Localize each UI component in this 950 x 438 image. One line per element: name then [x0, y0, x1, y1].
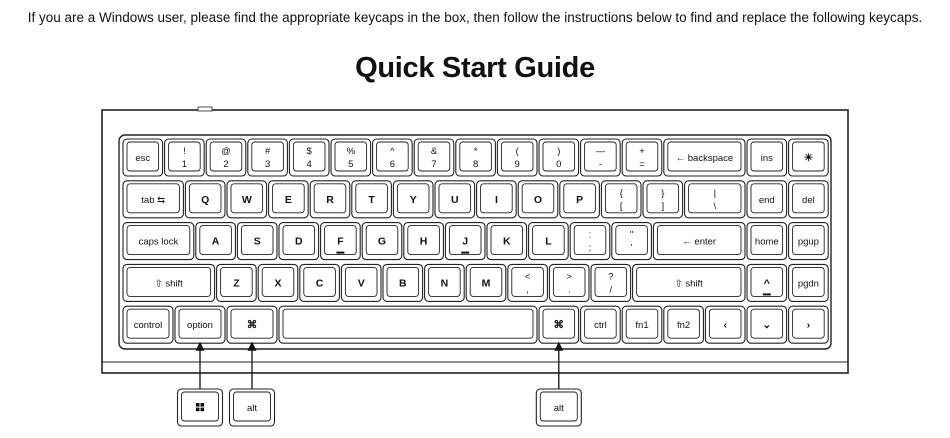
key-legend: M	[481, 277, 491, 290]
key-legend: ^	[763, 277, 770, 290]
key-p	[560, 181, 600, 218]
key-legend-top: %	[346, 146, 356, 157]
key-legend: ins	[760, 153, 773, 164]
key-legend-top: <	[524, 271, 531, 283]
key-legend-top: —	[595, 146, 606, 157]
key-colon	[570, 223, 610, 260]
key-legend: T	[368, 193, 375, 206]
key-lparen-9	[497, 139, 537, 176]
key-del	[789, 181, 829, 218]
key-legend: ⌘	[246, 319, 258, 332]
key-legend: X	[274, 277, 282, 290]
key-enter	[653, 223, 745, 260]
key-k	[487, 223, 527, 260]
key-legend-bottom: .	[567, 284, 571, 296]
key-u	[435, 181, 475, 218]
key-legend-top: |	[713, 187, 717, 199]
key-command	[539, 306, 579, 343]
key-legend-bottom: 2	[223, 159, 229, 170]
key-dollar-4	[289, 139, 329, 176]
key-legend: ← backspace	[675, 153, 734, 164]
key-pipe	[685, 181, 745, 218]
key-legend: U	[451, 193, 459, 206]
key-legend-bottom: /	[609, 284, 613, 296]
key-l	[529, 223, 569, 260]
key-legend: option	[187, 320, 213, 332]
key-legend-top: "	[629, 229, 634, 241]
key-o	[518, 181, 558, 218]
key-legend: ⇧ shift	[674, 278, 703, 290]
key-ctrl	[581, 306, 621, 343]
key-legend: control	[133, 320, 163, 332]
key-legend-bottom: ]	[661, 200, 665, 212]
key-legend: ›	[806, 319, 811, 332]
key-space	[279, 306, 537, 343]
key-rbrace	[643, 181, 683, 218]
key-command	[227, 306, 277, 343]
key-legend-top: {	[619, 187, 623, 199]
key-legend: fn1	[635, 320, 649, 332]
key-legend: S	[253, 235, 261, 248]
key-legend: A	[211, 235, 220, 248]
key-pgup	[789, 223, 829, 260]
key-m	[466, 264, 506, 301]
key-y	[393, 181, 433, 218]
key-light	[789, 139, 829, 176]
key-legend: Y	[409, 193, 417, 206]
key-legend: L	[545, 235, 552, 248]
key-legend: esc	[135, 153, 151, 164]
key-question	[591, 264, 631, 301]
intro-text: If you are a Windows user, please find the appropriate keycaps in the box, then follow the instructions below to find and replace the following keycaps.	[27, 10, 923, 25]
key-legend: F	[337, 235, 344, 248]
key-legend-bottom: 4	[306, 159, 312, 170]
key-z	[217, 264, 257, 301]
key-legend: pgup	[797, 236, 819, 248]
key-legend: O	[533, 193, 543, 206]
key-ins	[747, 139, 787, 176]
key-legend: end	[758, 194, 775, 206]
key-legend: Z	[233, 277, 240, 290]
key-option	[175, 306, 225, 343]
key-i	[477, 181, 517, 218]
key-legend-top: >	[566, 271, 572, 283]
key-minus	[581, 139, 621, 176]
key-caret-6	[373, 139, 413, 176]
key-tab	[123, 181, 183, 218]
key-legend-bottom: 3	[264, 159, 271, 170]
key-legend-bottom: =	[639, 159, 645, 170]
key-legend-bottom: 5	[348, 159, 354, 170]
key-legend-bottom: 8	[472, 159, 479, 170]
key-legend: I	[494, 193, 498, 206]
key-legend: N	[440, 277, 449, 290]
key-legend: ⇧ shift	[154, 278, 183, 290]
key-legend-bottom: \	[713, 200, 717, 212]
key-q	[185, 181, 225, 218]
key-rparen-0	[539, 139, 579, 176]
key-legend: J	[462, 235, 469, 248]
key-hash-3	[248, 139, 288, 176]
key-legend: H	[419, 235, 428, 248]
key-legend-top: :	[588, 229, 592, 241]
key-control	[123, 306, 173, 343]
key-legend: P	[576, 193, 584, 206]
key-legend: K	[503, 235, 511, 248]
key-legend-bottom: -	[598, 159, 602, 170]
key-legend: C	[315, 277, 324, 290]
keyboard-case-notch	[198, 107, 212, 111]
key-legend: B	[399, 277, 407, 290]
key-home	[747, 223, 787, 260]
key-a	[196, 223, 236, 260]
key-legend: ctrl	[594, 320, 607, 332]
key-legend: D	[295, 235, 303, 248]
key-legend: del	[802, 194, 815, 206]
key-left	[705, 306, 745, 343]
keycap-top	[182, 392, 219, 421]
key-at-2	[206, 139, 246, 176]
key-d	[279, 223, 319, 260]
key-g	[362, 223, 402, 260]
key-down	[747, 306, 787, 343]
key-legend-top: *	[473, 146, 478, 157]
key-legend-top: }	[661, 187, 665, 199]
key-end	[747, 181, 787, 218]
key-percent-5	[331, 139, 371, 176]
key-legend: fn2	[676, 320, 691, 332]
key-legend-top: +	[639, 146, 645, 157]
key-legend: G	[377, 235, 387, 248]
key-r	[310, 181, 350, 218]
key-plus	[622, 139, 662, 176]
keycap-top	[283, 309, 533, 338]
key-legend-top: !	[183, 146, 186, 157]
key-b	[383, 264, 423, 301]
key-gt	[549, 264, 589, 301]
key-legend: pgdn	[797, 278, 819, 290]
key-legend: E	[284, 193, 292, 206]
key-exclaim-1	[165, 139, 205, 176]
key-shift	[633, 264, 745, 301]
key-legend-top: &	[430, 146, 438, 157]
key-h	[404, 223, 444, 260]
key-fn1	[622, 306, 662, 343]
key-legend-bottom: 7	[431, 159, 437, 170]
key-legend: home	[754, 236, 779, 248]
key-legend: Q	[201, 193, 210, 206]
key-n	[425, 264, 465, 301]
key-quote	[612, 223, 652, 260]
key-backspace	[664, 139, 745, 176]
key-e	[269, 181, 309, 218]
key-legend: caps lock	[138, 236, 179, 248]
key-legend: V	[357, 277, 365, 290]
key-s	[237, 223, 277, 260]
key-caps-lock	[123, 223, 194, 260]
key-legend: ⌘	[553, 319, 565, 332]
key-legend-top: (	[515, 146, 519, 157]
key-fn2	[664, 306, 704, 343]
key-legend-top: #	[264, 146, 271, 157]
key-j	[445, 223, 485, 260]
key-legend-bottom: 1	[181, 159, 188, 170]
key-w	[227, 181, 267, 218]
key-legend-bottom: '	[630, 242, 633, 254]
light-icon: ☀	[803, 152, 814, 164]
key-legend-top: )	[557, 146, 561, 157]
key-legend: tab ⇆	[141, 194, 166, 206]
key-legend-bottom: 9	[514, 159, 520, 170]
key-v	[341, 264, 381, 301]
key-lt	[508, 264, 548, 301]
key-esc	[123, 139, 163, 176]
page-title: Quick Start Guide	[355, 52, 595, 84]
key-shift	[123, 264, 215, 301]
key-legend-bottom: [	[619, 200, 623, 212]
key-legend: ‹	[723, 319, 727, 332]
key-c	[300, 264, 340, 301]
key-legend: R	[326, 193, 334, 206]
key-star-8	[456, 139, 496, 176]
key-legend-bottom: 0	[556, 159, 562, 170]
replacement-key-legend: alt	[246, 403, 258, 414]
key-lbrace	[601, 181, 641, 218]
key-legend-top: @	[221, 146, 231, 157]
key-right	[789, 306, 829, 343]
key-legend-bottom: 6	[389, 159, 396, 170]
key-legend: ← enter	[682, 236, 717, 248]
key-caret	[747, 264, 787, 301]
key-amp-7	[414, 139, 454, 176]
key-legend-top: ^	[390, 146, 395, 157]
key-legend-bottom: ;	[588, 242, 592, 254]
key-legend: W	[241, 193, 252, 206]
key-t	[352, 181, 392, 218]
key-x	[258, 264, 298, 301]
key-legend: ⌄	[762, 319, 772, 332]
key-legend-top: $	[306, 146, 312, 157]
key-f	[321, 223, 361, 260]
key-pgdn	[789, 264, 829, 301]
key-legend-bottom: ,	[526, 284, 529, 296]
replacement-key-legend: alt	[553, 403, 564, 414]
key-legend-top: ?	[608, 271, 614, 283]
